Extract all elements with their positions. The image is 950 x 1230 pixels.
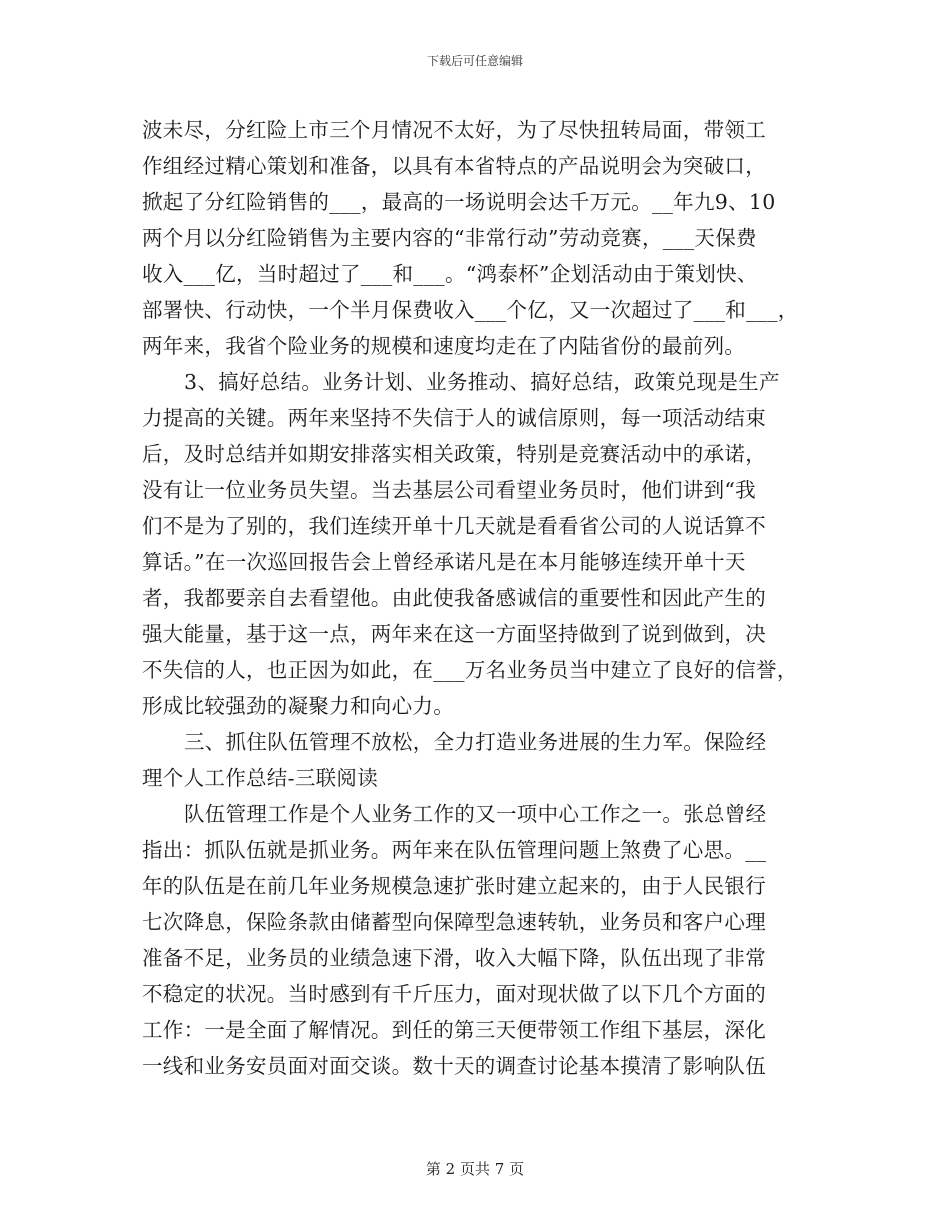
text-line: 年的队伍是在前几年业务规模急速扩张时建立起来的，由于人民银行 [142, 874, 766, 898]
text-line: 者，我都要亲自去看望他。由此使我备感诚信的重要性和因此产生的 [142, 586, 766, 610]
text-line: 三、抓住队伍管理不放松，全力打造业务进展的生力军。保险经 [184, 730, 767, 754]
text-line: 一线和业务安员面对面交谈。数十天的调查讨论基本摸清了影响队伍 [142, 1054, 766, 1078]
text-line: 指出：抓队伍就是抓业务。两年来在队伍管理问题上煞费了心思。__ [142, 838, 767, 862]
text-line: 后，及时总结并如期安排落实相关政策，特别是竞赛活动中的承诺， [142, 442, 766, 466]
text-line: 收入___亿，当时超过了___和___。“鸿泰杯”企划活动由于策划快、 [142, 262, 758, 286]
text-line: 两年来，我省个险业务的规模和速度均走在了内陆省份的最前列。 [142, 334, 746, 358]
text-line: 波未尽，分红险上市三个月情况不太好，为了尽快扭转局面，带领工 [142, 118, 766, 142]
text-line: 不失信的人，也正因为如此，在___万名业务员当中建立了良好的信誉， [142, 658, 798, 682]
text-line: 掀起了分红险销售的___，最高的一场说明会达千万元。__年九9、10 [142, 190, 776, 214]
text-line: 队伍管理工作是个人业务工作的又一项中心工作之一。张总曾经 [184, 802, 767, 826]
page-header: 下载后可任意编辑 [426, 54, 523, 68]
text-line: 作组经过精心策划和准备，以具有本省特点的产品说明会为突破口， [142, 154, 766, 178]
document-body [142, 112, 812, 1084]
text-line: 3、搞好总结。业务计划、业务推动、搞好总结，政策兑现是生产 [184, 370, 780, 394]
text-line: 不稳定的状况。当时感到有千斤压力，面对现状做了以下几个方面的 [142, 982, 766, 1006]
text-line: 算话。”在一次巡回报告会上曾经承诺凡是在本月能够连续开单十天 [142, 550, 746, 574]
text-line: 强大能量，基于这一点，两年来在这一方面坚持做到了说到做到，决 [142, 622, 766, 646]
text-line: 形成比较强劲的凝聚力和向心力。 [142, 694, 454, 718]
text-line: 们不是为了别的，我们连续开单十几天就是看看省公司的人说话算不 [142, 514, 766, 538]
text-line: 力提高的关键。两年来坚持不失信于人的诚信原则，每一项活动结束 [142, 406, 766, 430]
text-line: 两个月以分红险销售为主要内容的“非常行动”劳动竞赛，___天保费 [142, 226, 757, 250]
text-line: 七次降息，保险条款由储蓄型向保障型急速转轨，业务员和客户心理 [142, 910, 766, 934]
text-line: 没有让一位业务员失望。当去基层公司看望业务员时，他们讲到“我 [142, 478, 756, 502]
page-footer: 第 2 页共 7 页 [425, 1160, 525, 1178]
text-line: 部署快、行动快，一个半月保费收入___个亿，又一次超过了___和___， [142, 298, 799, 322]
text-line: 准备不足，业务员的业绩急速下滑，收入大幅下降，队伍出现了非常 [142, 946, 766, 970]
text-line: 理个人工作总结-三联阅读 [142, 766, 379, 790]
text-line: 工作：一是全面了解情况。到任的第三天便带领工作组下基层，深化 [142, 1018, 766, 1042]
